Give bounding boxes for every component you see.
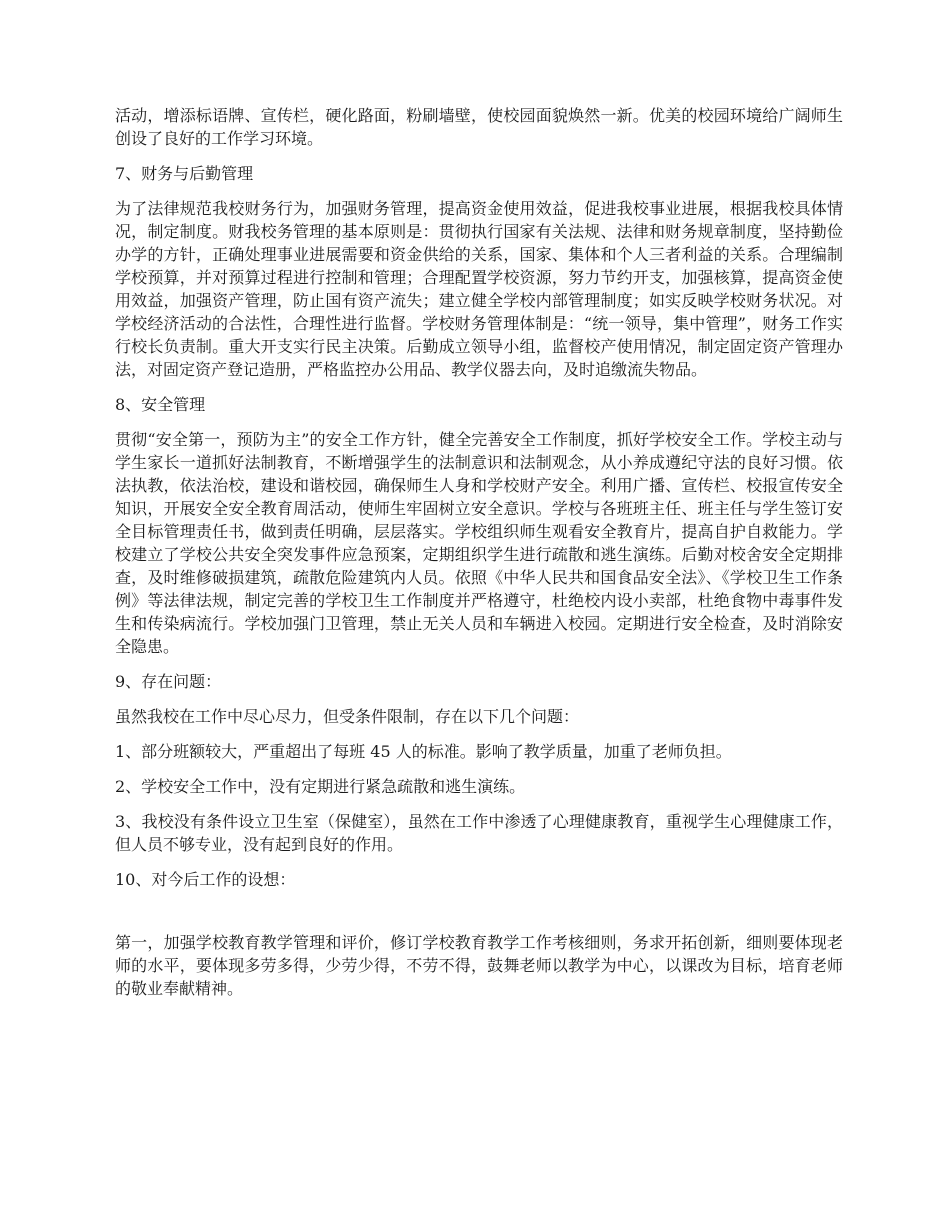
section-heading-safety: 8、安全管理: [115, 395, 206, 414]
section-heading-future-plans: 10、对今后工作的设想：: [115, 870, 296, 889]
paragraph-campus-environment: 活动，增添标语牌、宣传栏，硬化路面，粉刷墙壁，使校园面貌焕然一新。优美的校园环境给广阔师生创设了良好的工作学习环境。: [115, 106, 843, 148]
paragraph-safety-management: 贯彻“安全第一，预防为主”的安全工作方针，健全完善安全工作制度，抓好学校安全工作。学校主动与学生家长一道抓好法制教育，不断增强学生的法制意识和法制观念，从小养成遵纪守法的良好习惯。依法执教，依法治校，建设和谐校园，确保师生人身和学校财产安全。利用广播、宣传栏、校报宣传安全知识，开展安全安全教育周活动，使师生牢固树立安全意识。学校与各班班主任、班主任与学生签订安全目标管理责任书，做到责任明确，层层落实。学校组织师生观看安全教育片，提高自护自救能力。学校建立了学校公共安全突发事件应急预案，定期组织学生进行疏散和逃生演练。后勤对校舍安全定期排查，及时维修破损建筑，疏散危险建筑内人员。依照《中华人民共和国食品安全法》、《学校卫生工作条例》等法律法规，制定完善的学校卫生工作制度并严格遵守，杜绝校内设小卖部，杜绝食物中毒事件发生和传染病流行。学校加强门卫管理，禁止无关人员和车辆进入校园。定期进行安全检查，及时消除安全隐患。: [115, 430, 843, 656]
paragraph-problems-intro: 虽然我校在工作中尽心尽力，但受条件限制，存在以下几个问题：: [115, 707, 580, 726]
section-heading-problems: 9、存在问题：: [115, 672, 222, 691]
list-item-problem-1: 1、部分班额较大，严重超出了每班 45 人的标准。影响了教学质量，加重了老师负担。: [115, 742, 732, 761]
paragraph-plan-first: 第一，加强学校教育教学管理和评价，修订学校教育教学工作考核细则，务求开拓创新，细则要体现老师的水平，要体现多劳多得，少劳少得，不劳不得，鼓舞老师以教学为中心，以课改为目标，培育老师的敬业奉献精神。: [115, 933, 843, 998]
document-page: [115, 104, 843, 1012]
list-item-problem-3: 3、我校没有条件设立卫生室（保健室），虽然在工作中渗透了心理健康教育，重视学生心理健康工作，但人员不够专业，没有起到良好的作用。: [115, 812, 843, 854]
paragraph-finance-management: 为了法律规范我校财务行为，加强财务管理，提高资金使用效益，促进我校事业进展，根据我校具体情况，制定制度。财我校务管理的基本原则是：贯彻执行国家有关法规、法律和财务规章制度，坚持勤俭办学的方针，正确处理事业进展需要和资金供给的关系，国家、集体和个人三者利益的关系。合理编制学校预算，并对预算过程进行控制和管理；合理配置学校资源，努力节约开支，加强核算，提高资金使用效益，加强资产管理，防止国有资产流失；建立健全学校内部管理制度；如实反映学校财务状况。对学校经济活动的合法性，合理性进行监督。学校财务管理体制是：“统一领导，集中管理”，财务工作实行校长负责制。重大开支实行民主决策。后勤成立领导小组，监督校产使用情况，制定固定资产管理办法，对固定资产登记造册，严格监控办公用品、教学仪器去向，及时追缴流失物品。: [115, 199, 843, 379]
blank-spacer: [115, 903, 843, 931]
section-heading-finance-logistics: 7、财务与后勤管理: [115, 164, 254, 183]
list-item-problem-2: 2、学校安全工作中，没有定期进行紧急疏散和逃生演练。: [115, 777, 526, 796]
